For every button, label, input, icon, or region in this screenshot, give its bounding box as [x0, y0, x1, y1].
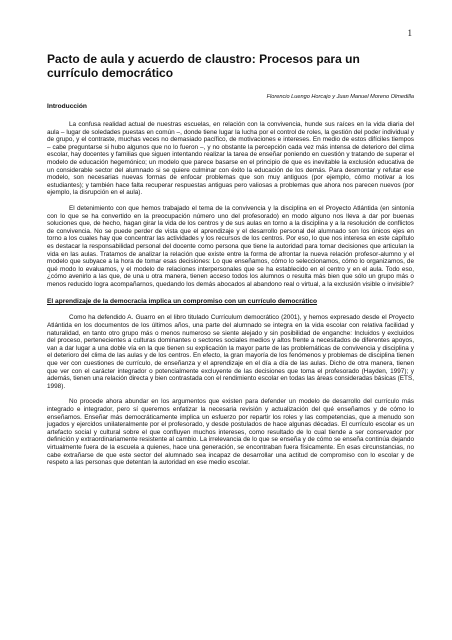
paragraph: El detenimiento con que hemos trabajado el tema de la convivencia y la disciplina en el Proyecto Atlántida (en sintonía con lo que se ha convertido en la preocupación número uno del profesorado) en modo alguno nos lleva a dar por buenas soluciones que, de hecho, hagan girar la vida de los centros y de sus aulas en torno a la disciplina y a la resolución de conflictos de convivencia. No se puede perder de vista que el aprendizaje y el desarrollo personal del alumnado son los únicos ejes en torno a los cuales hay que concentrar las actividades y los recursos de los centros. Por eso, lo que nos interesa en este capítulo es destacar la responsabilidad personal del docente como persona que tiene la autoridad para tomar decisiones que articulan la vida en las aulas. Tratamos de analizar la relación que existe entre la forma de afrontar la nueva relación profesor-alumno y el modelo que subyace a la hora de tomar esas decisiones: Lo que enseñamos, cómo lo seleccionamos, cómo lo organizamos, de qué modo lo evaluamos, y el modelo de relaciones interpersonales que se ha establecido en el centro y en el aula. Todo eso, ¿cómo avenirlo a las que, de una u otra manera, tienen acceso todos los alumnos o resulta más bien que sólo un grupo más o menos reducido logra acompañarnos, quedando los demás abocados al abandono real o virtual, a la exclusión visible o invisible?	[47, 204, 414, 288]
section-heading-aprendizaje-democracia: El aprendizaje de la democracia implica un compromiso con un currículo democrático	[47, 298, 318, 306]
document-title: Pacto de aula y acuerdo de claustro: Procesos para un currículo democrático	[47, 52, 360, 80]
section-heading-introduccion: Introducción	[47, 103, 87, 110]
page-number: 1	[407, 28, 412, 38]
document-body	[47, 52, 414, 467]
paragraph: Como ha defendido A. Guarro en el libro titulado Currículum democrático (2001), y hemos expresado desde el Proyecto Atlántida en los documentos de los últimos años, una parte del alumnado se integra en la vida escolar con relativa facilidad y naturalidad, en tanto otro grupo más o menos numeroso se siente alejado y sin posibilidad de enganche: Incluidos y excluidos del proceso, pertenecientes a culturas dominantes o sectores sociales medios y altos frente a necesitados de diferentes apoyos, van a dar lugar a una doble vía en la que tienen su explicación la mayor parte de las problemáticas de convivencia y disciplina y el deterioro del clima de las aulas y de los centros. En efecto, la gran mayoría de los fenómenos y problemas de disciplina tienen que ver con cuestiones de currículo, de enseñanza y el aprendizaje en el día a día de las aulas. Dicho de otra manera, tienen que ver con el carácter integrador o potencialmente excluyente de las decisiones que toma el profesorado (Hayden, 1997); y además, tienen una relación directa y bien contrastada con el rendimiento escolar en todas las áreas consideradas básicas (ETS, 1998).	[47, 314, 414, 390]
paragraph: La confusa realidad actual de nuestras escuelas, en relación con la convivencia, hunde sus raíces en la vida diaria del aula – lugar de soledades puestas en común –, donde tiene lugar la lucha por el control de roles, la gestión del poder individual y de grupo, y el contraste, muchas veces no demasiado pacífico, de motivaciones e intereses. En medio de estos difíciles tiempos – cabe preguntarse si hubo algunos que no lo fueron –, y no obstante la percepción cada vez más intensa de deterioro del clima escolar, hay docentes y familias que siguen intentando realizar la tarea de enseñar poniendo en cuestión y tratando de superar el modelo de educación hegemónico; un modelo que parece basarse en el principio de que es inevitable la exclusión educativa de un considerable sector del alumnado si se quiere culminar con éxito la educación de los demás. Para desmontar y refutar ese modelo, son necesarias nuevas formas de enfocar problemas que son muy antiguos (por ejemplo, cómo motivar a los estudiantes); y también hace falta recuperar respuestas antiguas pero valiosas a problemas que ahora nos parecen nuevos (por ejemplo, la disrupción en el aula).	[47, 121, 414, 197]
authors-line: Florencio Luengo Horcajo y Juan Manuel Moreno Olmedilla	[266, 94, 414, 100]
paragraph: No procede ahora abundar en los argumentos que existen para defender un modelo de desarrollo del currículo más integrado e integrador, pero sí queremos enfatizar la necesaria revisión y actualización del qué enseñamos y de cómo lo enseñamos. Enseñar más democráticamente implica un esfuerzo por repartir los roles y las competencias, que a menudo son jugados y ejercidos unilateralmente por el profesorado, y desde postulados de hace algunas décadas. El currículo escolar es un artefacto social y cultural sobre el que confluyen muchos intereses, como resultado de lo cual tiende a ser conservador por definición y extraordinariamente resistente al cambio. La irrelevancia de lo que se enseña y de cómo se enseña continúa dejando virtualmente fuera de la escuela a quienes, hace una generación, se encontraban fuera físicamente. En esas circunstancias, no cabe extrañarse de que este sector del alumnado sea incapaz de desarrollar una actitud de compromiso con lo escolar y de respeto a las personas que detentan la autoridad en ese medio escolar.	[47, 398, 414, 467]
